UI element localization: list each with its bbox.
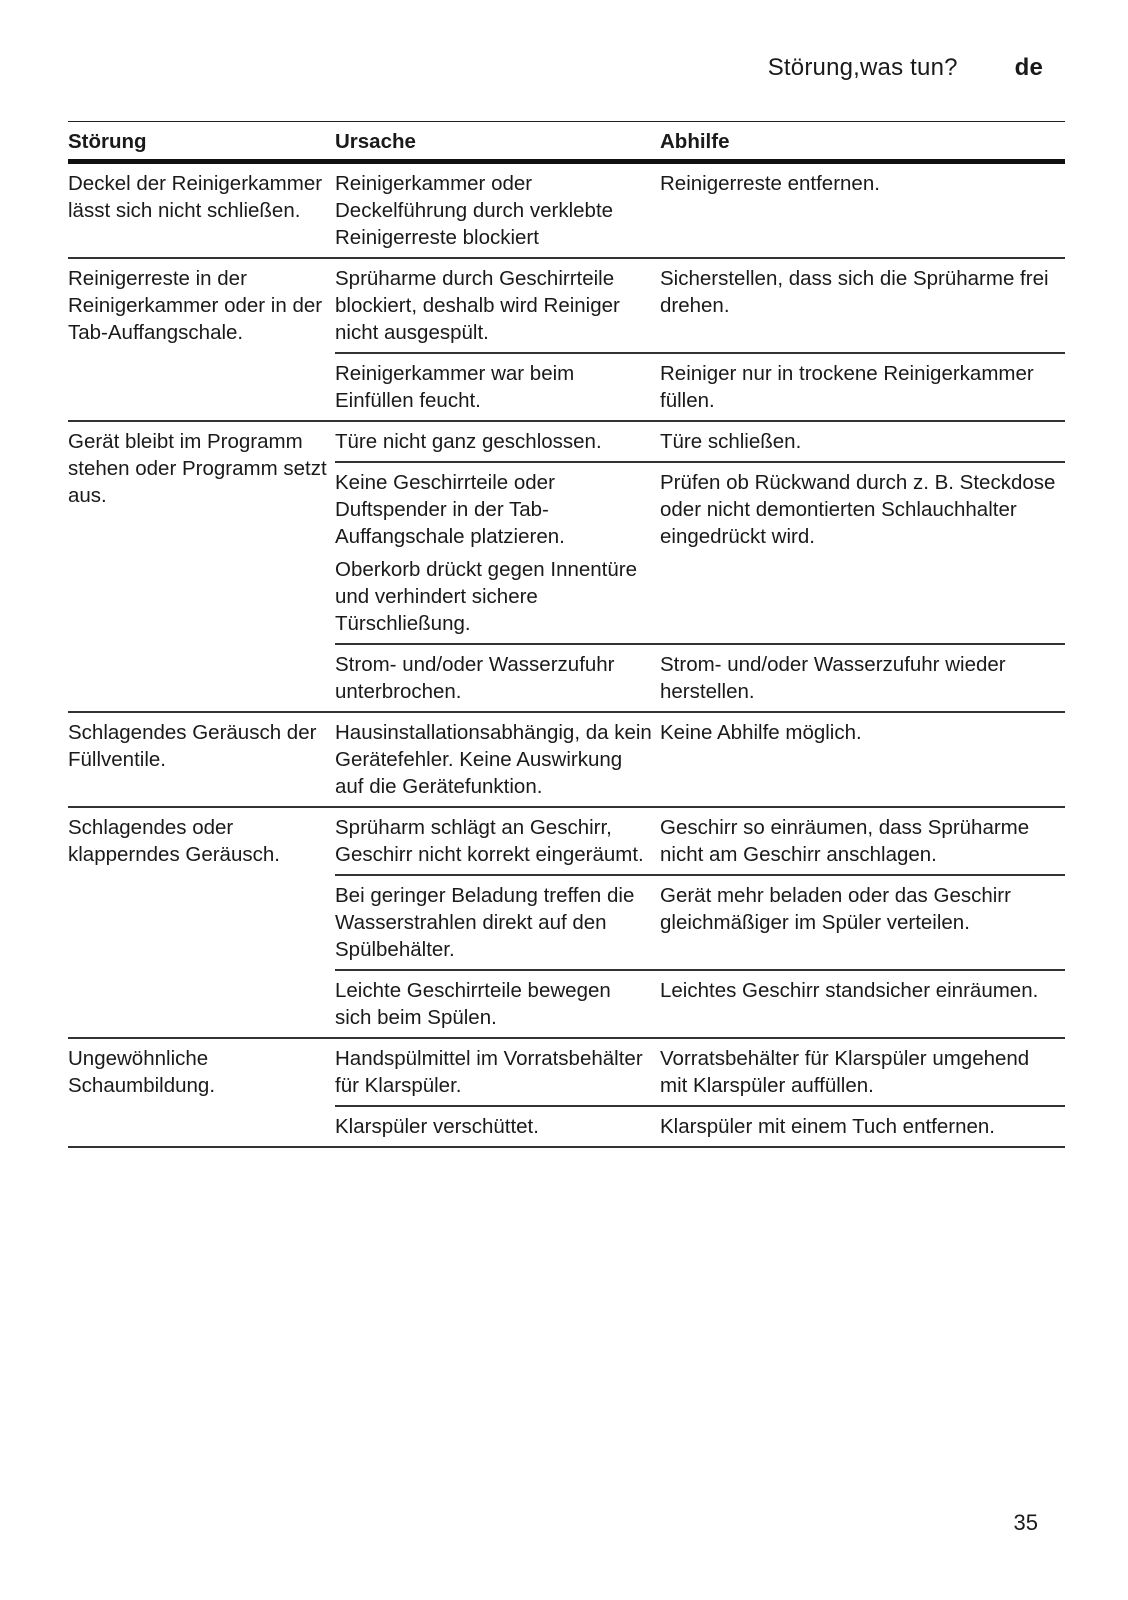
abhilfe-cell: Prüfen ob Rückwand durch z. B. Steckdose oder nicht demontierten Schlauchhalter eingedrückt wird. [660,462,1065,644]
table-row [68,258,1065,353]
abhilfe-cell: Reiniger nur in trockene Reinigerkammer füllen. [660,353,1065,421]
table-header-row [68,128,1065,162]
abhilfe-cell: Gerät mehr beladen oder das Geschirr gleichmäßiger im Spüler verteilen. [660,875,1065,970]
table-row [68,421,1065,462]
ursache-cell: Sprüharm schlägt an Geschirr, Geschirr nicht korrekt eingeräumt. [335,807,660,875]
table-row [68,162,1065,259]
troubleshooting-table [68,128,1065,1148]
abhilfe-cell: Strom- und/oder Wasserzufuhr wieder herstellen. [660,644,1065,712]
language-code: de [1014,54,1043,81]
ursache-cell: Sprüharme durch Geschirrteile blockiert, deshalb wird Reiniger nicht ausgespült. [335,258,660,353]
ursache-cell: Strom- und/oder Wasserzufuhr unterbrochen. [335,644,660,712]
stoerung-cell: Deckel der Reinigerkammer lässt sich nicht schließen. [68,172,323,222]
column-header-stoerung: Störung [68,128,335,162]
page-header [768,54,1043,82]
ursache-cell: Türe nicht ganz geschlossen. [335,421,660,462]
table-row [68,712,1065,807]
stoerung-cell: Ungewöhnliche Schaumbildung. [68,1038,335,1147]
page-number: 35 [1013,1510,1038,1535]
abhilfe-cell: Türe schließen. [660,421,1065,462]
abhilfe-cell: Sicherstellen, dass sich die Sprüharme frei drehen. [660,258,1065,353]
stoerung-cell: Schlagendes oder klapperndes Geräusch. [68,807,335,1038]
column-header-ursache: Ursache [335,128,660,162]
ursache-cell: Handspülmittel im Vorratsbehälter für Klarspüler. [335,1038,660,1106]
ursache-cell: Keine Geschirrteile oder Duftspender in der Tab-Auffangschale platzieren. [335,462,660,556]
abhilfe-cell: Keine Abhilfe möglich. [660,712,1065,807]
column-header-abhilfe: Abhilfe [660,128,1065,162]
abhilfe-cell: Reinigerreste entfernen. [660,172,880,195]
table-row [68,1038,1065,1106]
ursache-cell: Bei geringer Beladung treffen die Wasserstrahlen direkt auf den Spülbehälter. [335,875,660,970]
ursache-cell: Leichte Geschirrteile bewegen sich beim Spülen. [335,970,660,1038]
abhilfe-cell: Vorratsbehälter für Klarspüler umgehend mit Klarspüler auffüllen. [660,1038,1065,1106]
ursache-cell: Reinigerkammer war beim Einfüllen feucht. [335,353,660,421]
stoerung-cell: Gerät bleibt im Programm stehen oder Programm setzt aus. [68,421,335,712]
abhilfe-cell: Leichtes Geschirr standsicher einräumen. [660,970,1065,1038]
ursache-cell: Oberkorb drückt gegen Innentüre und verhindert sichere Türschließung. [335,558,637,635]
section-title: Störung,was tun? [767,54,958,81]
stoerung-cell: Reinigerreste in der Reinigerkammer oder in der Tab-Auffangschale. [68,258,335,421]
ursache-cell: Hausinstallationsabhängig, da kein Gerätefehler. Keine Auswirkung auf die Gerätefunktion. [335,712,660,807]
table-row [68,807,1065,875]
ursache-cell: Klarspüler verschüttet. [335,1106,660,1147]
abhilfe-cell: Geschirr so einräumen, dass Sprüharme nicht am Geschirr anschlagen. [660,807,1065,875]
ursache-cell: Reinigerkammer oder Deckelführung durch verklebte Reinigerreste blockiert [335,172,614,249]
stoerung-cell: Schlagendes Geräusch der Füllventile. [68,712,335,807]
header-rule [68,121,1065,122]
abhilfe-cell: Klarspüler mit einem Tuch entfernen. [660,1106,1065,1147]
